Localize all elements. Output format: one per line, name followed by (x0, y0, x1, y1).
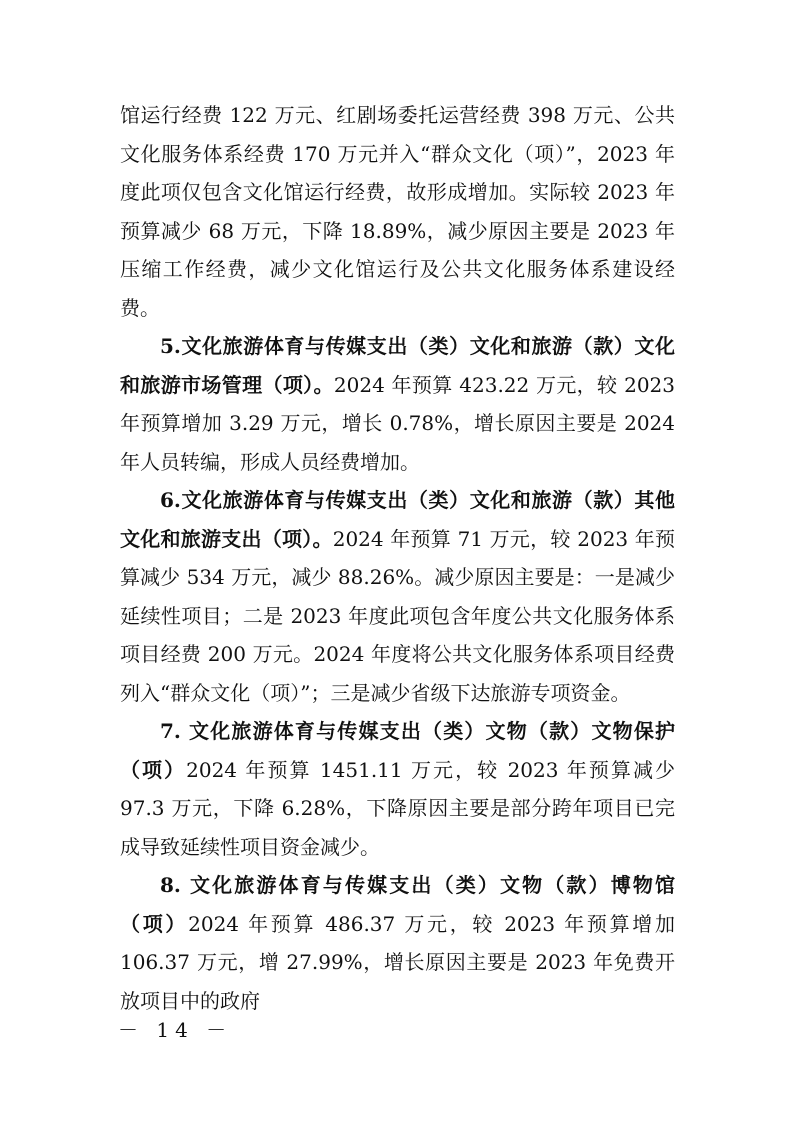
paragraph-continuation (120, 96, 675, 327)
paragraph-item-6 (120, 481, 675, 712)
paragraph-text: 2024 年预算 423.22 万元，较 2023 年预算增加 3.29 万元，增长 0.78%，增长原因主要是 2024 年人员转编，形成人员经费增加。 (120, 372, 675, 474)
paragraph-item-7 (120, 712, 675, 866)
paragraph-text: 2024 年预算 486.37 万元，较 2023 年预算增加 106.37 万元，增 27.99%，增长原因主要是 2023 年免费开放项目中的政府 (120, 911, 675, 1013)
paragraph-text: 2024 年预算 71 万元，较 2023 年预算减少 534 万元，减少 88.26%。减少原因主要是：一是减少延续性项目；二是 2023 年度此项包含年度公共文化服务体系项目经费 200 万元。2024 年度将公共文化服务体系项目经费列入“群众文化（项）”；三是减少省级下达旅游专项资金。 (120, 526, 675, 705)
paragraph-item-8 (120, 866, 675, 1020)
paragraph-item-5 (120, 327, 675, 481)
body-text (120, 96, 675, 1020)
paragraph-text: 2024 年预算 1451.11 万元，较 2023 年预算减少 97.3 万元，下降 6.28%，下降原因主要是部分跨年项目已完成导致延续性项目资金减少。 (120, 757, 676, 859)
item-heading: 8. 文化旅游体育与传媒支出（类）文物（款）博物馆（项） (120, 873, 675, 936)
item-heading: 5.文化旅游体育与传媒支出（类）文化和旅游（款）文化和旅游市场管理（项）。 (120, 334, 675, 397)
paragraph-text: 馆运行经费 122 万元、红剧场委托运营经费 398 万元、公共文化服务体系经费 170 万元并入“群众文化（项）”，2023 年度此项仅包含文化馆运行经费，故形成增加。实际较 2023 年预算减少 68 万元，下降 18.89%，减少原因主要是 2023 年压缩工作经费，减少文化馆运行及公共文化服务体系建设经费。 (120, 103, 675, 320)
page-number: － 14 － (118, 1018, 233, 1042)
item-heading: 7. 文化旅游体育与传媒支出（类）文物（款）文物保护（项） (120, 719, 675, 782)
item-heading: 6.文化旅游体育与传媒支出（类）文化和旅游（款）其他文化和旅游支出（项）。 (120, 488, 675, 551)
